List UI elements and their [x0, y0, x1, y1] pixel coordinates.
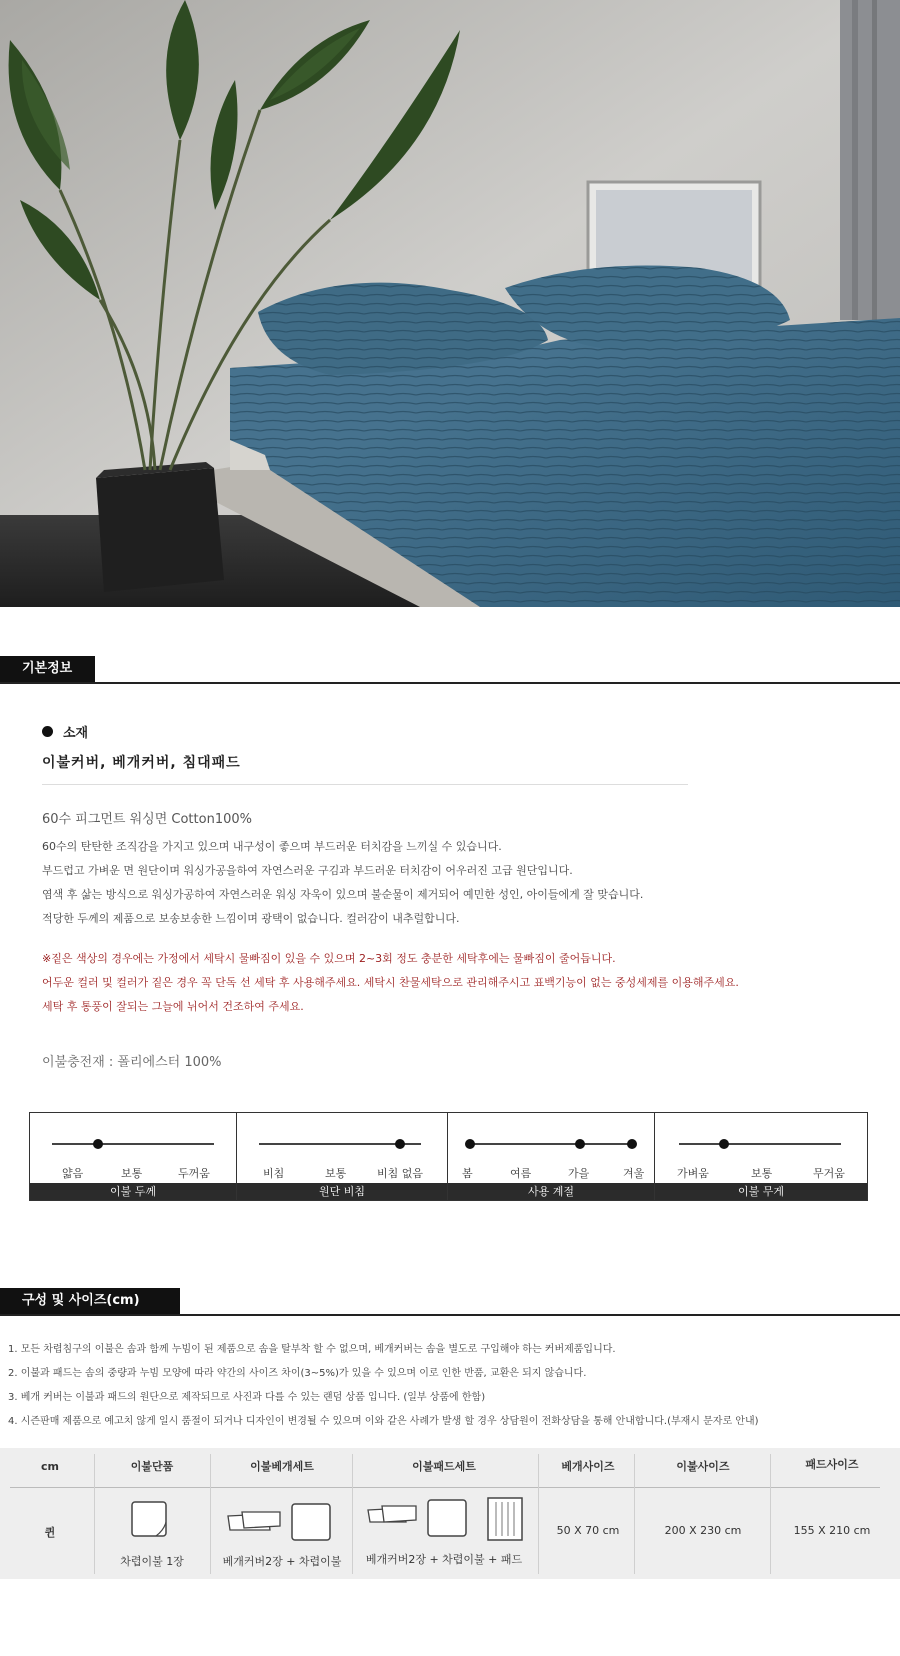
pillow-set-icon — [226, 1500, 336, 1542]
size-section-header — [0, 1288, 900, 1316]
description-line: 염색 후 삶는 방식으로 워싱가공하여 자연스러운 워싱 자욱이 있으며 불순물이 제거되어 예민한 성인, 아이들에게 잘 맞습니다. — [42, 888, 644, 901]
scale-label: 여름 — [510, 1167, 532, 1180]
attribute-title: 사용 계절 — [448, 1183, 654, 1200]
table-column-divider — [94, 1454, 95, 1574]
scale-label: 얇음 — [62, 1167, 84, 1180]
table-row-divider — [10, 1487, 880, 1488]
attribute-title: 원단 비침 — [237, 1183, 447, 1200]
table-header-cell: 패드사이즈 — [805, 1458, 859, 1471]
size-table — [0, 1448, 900, 1579]
scale-line — [470, 1143, 632, 1145]
attribute-title: 이불 무게 — [655, 1183, 867, 1200]
size-note: 3. 베개 커버는 이불과 패드의 원단으로 제작되므로 사진과 다를 수 있는 랜덤 상품 입니다. (일부 상품에 한함) — [8, 1392, 486, 1403]
table-header-cell: 베개사이즈 — [561, 1460, 615, 1473]
attribute-table — [29, 1112, 868, 1201]
warning-line: 어두운 컬러 및 컬러가 짙은 경우 꼭 단독 선 세탁 후 사용해주세요. 세탁시 찬물세탁으로 관리해주시고 표백기능이 없는 중성세제를 이용해주세요. — [42, 976, 739, 989]
attribute-thickness — [30, 1113, 237, 1200]
table-header-cell: 이불단품 — [130, 1460, 174, 1473]
pad-set-cell: 베개커버2장 + 차렵이불 + 패드 — [365, 1553, 523, 1566]
attribute-sheerness — [237, 1113, 448, 1200]
pillow-set-cell: 베개커버2장 + 차렵이불 — [222, 1555, 342, 1568]
scale-label: 비침 없음 — [377, 1167, 424, 1180]
scale-label: 보통 — [325, 1167, 347, 1180]
scale-marker — [465, 1139, 475, 1149]
single-cell: 차렵이불 1장 — [120, 1555, 184, 1568]
pad-set-icon — [366, 1496, 526, 1542]
scale-label: 가벼움 — [677, 1167, 709, 1180]
scale-line — [52, 1143, 214, 1145]
scale-marker — [93, 1139, 103, 1149]
scale-label: 두꺼움 — [178, 1167, 210, 1180]
scale-marker — [719, 1139, 729, 1149]
scale-marker — [575, 1139, 585, 1149]
table-column-divider — [634, 1454, 635, 1574]
fabric-spec: 60수 피그먼트 워싱면 Cotton100% — [42, 812, 252, 827]
info-section-header — [0, 656, 900, 684]
scale-label: 무거움 — [813, 1167, 845, 1180]
attribute-weight — [655, 1113, 867, 1200]
bedroom-photo-illustration — [0, 0, 900, 607]
info-section-tab: 기본정보 — [0, 656, 95, 682]
blanket-icon — [130, 1500, 170, 1540]
table-header-cell: cm — [41, 1460, 59, 1473]
pad-size-cell: 155 X 210 cm — [793, 1524, 871, 1537]
table-column-divider — [538, 1454, 539, 1574]
scale-marker — [395, 1139, 405, 1149]
table-header-cell: 이불베개세트 — [250, 1460, 314, 1473]
scale-label: 가을 — [568, 1167, 590, 1180]
scale-line — [679, 1143, 841, 1145]
scale-marker — [627, 1139, 637, 1149]
size-section-tab: 구성 및 사이즈(cm) — [0, 1288, 180, 1314]
attribute-season — [448, 1113, 655, 1200]
size-note: 1. 모든 차렵침구의 이불은 솜과 함께 누빔이 된 제품으로 솜을 탈부착 할 수 없으며, 베개커버는 솜을 별도로 구입해야 하는 커버제품입니다. — [8, 1344, 616, 1355]
scale-label: 겨울 — [623, 1167, 645, 1180]
warning-line: 세탁 후 통풍이 잘되는 그늘에 뉘어서 건조하여 주세요. — [42, 1000, 304, 1013]
description-line: 적당한 두께의 제품으로 보송보송한 느낌이며 광택이 없습니다. 컬러감이 내추럴합니다. — [42, 912, 460, 925]
size-name-cell: 퀸 — [44, 1526, 56, 1539]
material-items: 이불커버, 베개커버, 침대패드 — [42, 755, 241, 771]
description-line: 60수의 탄탄한 조직감을 가지고 있으며 내구성이 좋으며 부드러운 터치감을 느끼실 수 있습니다. — [42, 840, 502, 853]
table-column-divider — [770, 1454, 771, 1574]
material-heading-label: 소재 — [63, 726, 89, 741]
scale-label: 보통 — [751, 1167, 773, 1180]
blanket-size-cell: 200 X 230 cm — [664, 1524, 742, 1537]
table-column-divider — [210, 1454, 211, 1574]
size-note: 4. 시즌판매 제품으로 예고치 않게 일시 품절이 되거나 디자인이 변경될 수 있으며 이와 같은 사례가 발생 할 경우 상담원이 전화상담을 통해 안내합니다.(부재시 문자로 안내) — [8, 1416, 759, 1427]
attribute-title: 이불 두께 — [30, 1183, 236, 1200]
warning-line: ※짙은 색상의 경우에는 가정에서 세탁시 물빠짐이 있을 수 있으며 2~3회 정도 충분한 세탁후에는 물빠짐이 줄어듭니다. — [42, 952, 616, 965]
hero-photo — [0, 0, 900, 607]
table-header-cell: 이불패드세트 — [412, 1460, 476, 1473]
table-header-cell: 이불사이즈 — [676, 1460, 730, 1473]
scale-label: 보통 — [121, 1167, 143, 1180]
bullet-icon — [42, 726, 53, 737]
filling-spec: 이불충전재 : 폴리에스터 100% — [42, 1055, 222, 1070]
description-line: 부드럽고 가벼운 면 원단이며 워싱가공을하여 자연스러운 구김과 부드러운 터치감이 어우러진 고급 원단입니다. — [42, 864, 573, 877]
pillow-size-cell: 50 X 70 cm — [556, 1524, 620, 1537]
divider — [42, 784, 688, 785]
scale-label: 비침 — [263, 1167, 285, 1180]
size-note: 2. 이불과 패드는 솜의 중량과 누빔 모양에 따라 약간의 사이즈 차이(3~5%)가 있을 수 있으며 이로 인한 반품, 교환은 되지 않습니다. — [8, 1368, 587, 1379]
material-heading — [42, 722, 88, 741]
scale-label: 봄 — [462, 1167, 473, 1180]
